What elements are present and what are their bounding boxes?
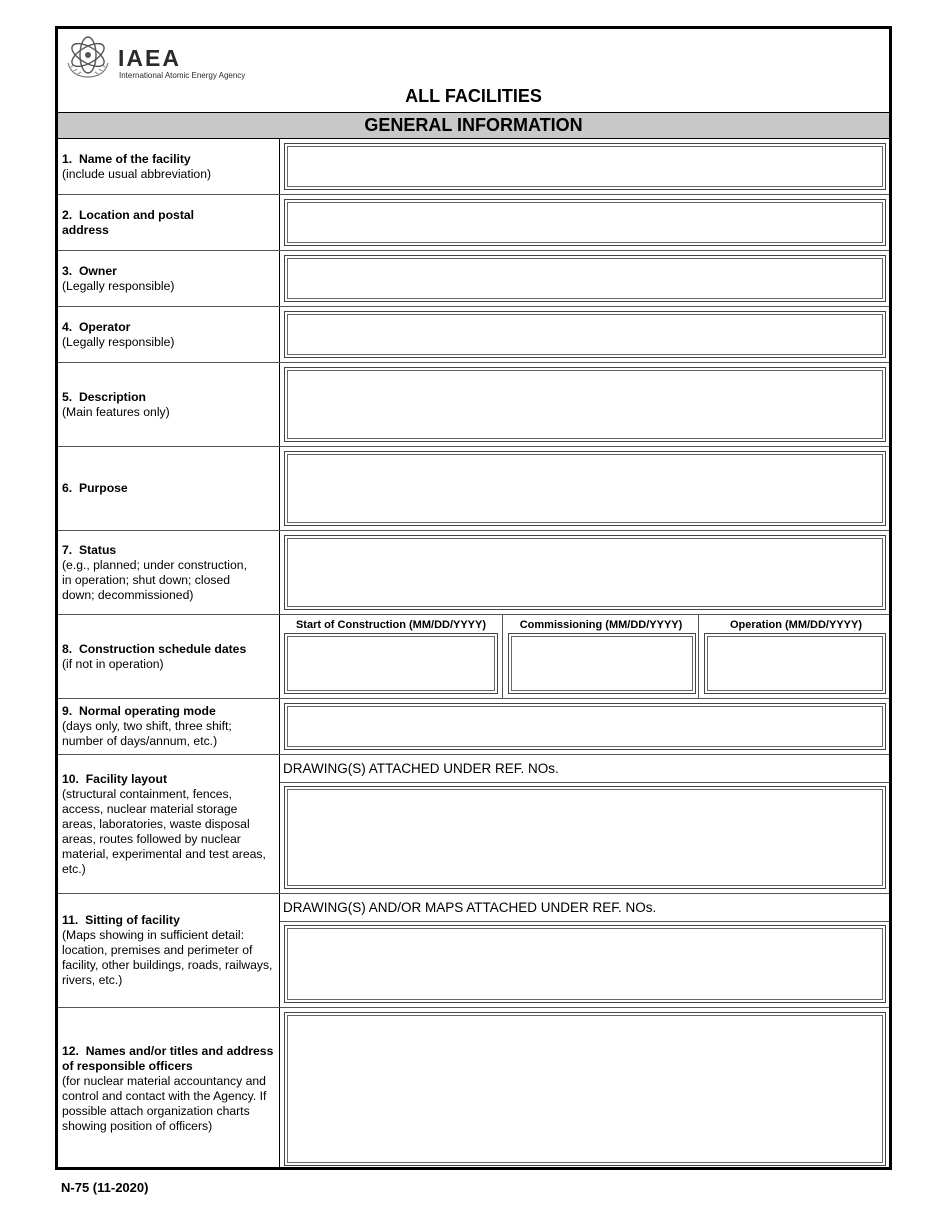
field-label bbox=[58, 139, 280, 194]
field-note: (Legally responsible) bbox=[62, 334, 175, 349]
field-title: Facility layout bbox=[85, 771, 168, 786]
field-note: (if not in operation) bbox=[62, 656, 164, 671]
form-frame bbox=[55, 26, 892, 1170]
field-title: Name of the facility bbox=[78, 151, 191, 166]
field-number: 6. bbox=[62, 481, 73, 495]
field-title: Owner bbox=[78, 263, 117, 278]
field-row-schedule bbox=[58, 615, 889, 699]
column-divider bbox=[502, 615, 503, 698]
field-row-siting bbox=[58, 894, 889, 1008]
field-number: 2. bbox=[62, 207, 73, 222]
field-note: (Legally responsible) bbox=[62, 278, 175, 293]
field-number: 4. bbox=[62, 319, 73, 334]
field-title: Construction schedule dates bbox=[78, 641, 247, 656]
field-title: Operator bbox=[78, 319, 131, 334]
field-title: Names and/or titles and address of responsible officers bbox=[62, 1044, 274, 1073]
divider bbox=[280, 921, 889, 922]
start-construction-date-input[interactable] bbox=[284, 633, 498, 694]
field-title: Status bbox=[78, 542, 117, 557]
field-number: 5. bbox=[62, 389, 73, 404]
field-number: 11. bbox=[62, 913, 79, 927]
field-number: 1. bbox=[62, 151, 73, 166]
field-label bbox=[58, 447, 280, 530]
field-label bbox=[58, 615, 280, 698]
operating-mode-input[interactable] bbox=[284, 703, 886, 750]
field-number: 7. bbox=[62, 542, 73, 557]
field-row-description bbox=[58, 363, 889, 447]
siting-drawings-note: DRAWING(S) AND/OR MAPS ATTACHED UNDER REF. NOs. bbox=[283, 900, 657, 915]
facility-name-input[interactable] bbox=[284, 143, 886, 190]
field-note: (Main features only) bbox=[62, 404, 170, 419]
field-title: Purpose bbox=[78, 481, 128, 495]
field-number: 8. bbox=[62, 641, 73, 656]
iaea-emblem-icon bbox=[64, 33, 112, 79]
field-row-officers bbox=[58, 1008, 889, 1170]
field-title: Sitting of facility bbox=[85, 913, 180, 927]
siting-ref-input[interactable] bbox=[284, 925, 886, 1003]
field-title: Normal operating mode bbox=[78, 704, 216, 718]
schedule-column-header: Start of Construction (MM/DD/YYYY) bbox=[295, 619, 487, 631]
field-row-name bbox=[58, 139, 889, 195]
field-row-operating-mode bbox=[58, 699, 889, 755]
owner-input[interactable] bbox=[284, 255, 886, 302]
field-number: 12. bbox=[62, 1044, 79, 1058]
field-label bbox=[58, 699, 280, 754]
field-title: Location and postal address bbox=[62, 207, 195, 237]
schedule-column-header: Commissioning (MM/DD/YYYY) bbox=[519, 619, 683, 631]
field-label bbox=[58, 195, 280, 250]
field-label bbox=[58, 894, 280, 1007]
field-label bbox=[58, 307, 280, 362]
description-input[interactable] bbox=[284, 367, 886, 442]
field-number: 9. bbox=[62, 704, 73, 718]
field-row-location bbox=[58, 195, 889, 251]
logo-subtitle: International Atomic Energy Agency bbox=[119, 71, 246, 80]
field-label bbox=[58, 755, 280, 893]
form-id: N-75 (11-2020) bbox=[61, 1180, 149, 1195]
layout-drawings-note: DRAWING(S) ATTACHED UNDER REF. NOs. bbox=[283, 761, 559, 776]
column-divider bbox=[698, 615, 699, 698]
field-title: Description bbox=[78, 389, 146, 404]
location-address-input[interactable] bbox=[284, 199, 886, 246]
field-row-owner bbox=[58, 251, 889, 307]
field-row-purpose bbox=[58, 447, 889, 531]
field-number: 10. bbox=[62, 771, 79, 786]
field-note: (for nuclear material accountancy and control and contact with the Agency. If possible attach organization charts showing position of officers) bbox=[62, 1074, 267, 1133]
field-label bbox=[58, 363, 280, 446]
commissioning-date-input[interactable] bbox=[508, 633, 696, 694]
form-title: ALL FACILITIES bbox=[405, 86, 542, 106]
logo-name: IAEA bbox=[118, 45, 181, 71]
field-note: (Maps showing in sufficient detail: location, premises and perimeter of facility, other buildings, roads, railways, rivers, etc.) bbox=[62, 928, 273, 987]
section-banner: GENERAL INFORMATION bbox=[58, 112, 889, 139]
iaea-logo bbox=[64, 33, 264, 81]
schedule-column-header: Operation (MM/DD/YYYY) bbox=[729, 619, 862, 631]
field-row-status bbox=[58, 531, 889, 615]
divider bbox=[280, 782, 889, 783]
field-label bbox=[58, 251, 280, 306]
operator-input[interactable] bbox=[284, 311, 886, 358]
field-note: (structural containment, fences, access, nuclear material storage areas, laboratories, waste disposal areas, routes followed by nuclear material, experimental and test areas, etc.) bbox=[62, 786, 266, 876]
field-note: (include usual abbreviation) bbox=[62, 166, 212, 181]
field-row-layout bbox=[58, 755, 889, 894]
layout-ref-input[interactable] bbox=[284, 786, 886, 889]
field-note: (e.g., planned; under construction, in operation; shut down; closed down; decommissioned) bbox=[62, 557, 247, 602]
purpose-input[interactable] bbox=[284, 451, 886, 526]
officers-input[interactable] bbox=[284, 1012, 886, 1166]
field-label bbox=[58, 1008, 280, 1170]
field-row-operator bbox=[58, 307, 889, 363]
field-label bbox=[58, 531, 280, 614]
schedule-grid bbox=[280, 615, 889, 698]
status-input[interactable] bbox=[284, 535, 886, 610]
field-note: (days only, two shift, three shift; number of days/annum, etc.) bbox=[62, 719, 232, 748]
field-number: 3. bbox=[62, 263, 73, 278]
operation-date-input[interactable] bbox=[704, 633, 886, 694]
